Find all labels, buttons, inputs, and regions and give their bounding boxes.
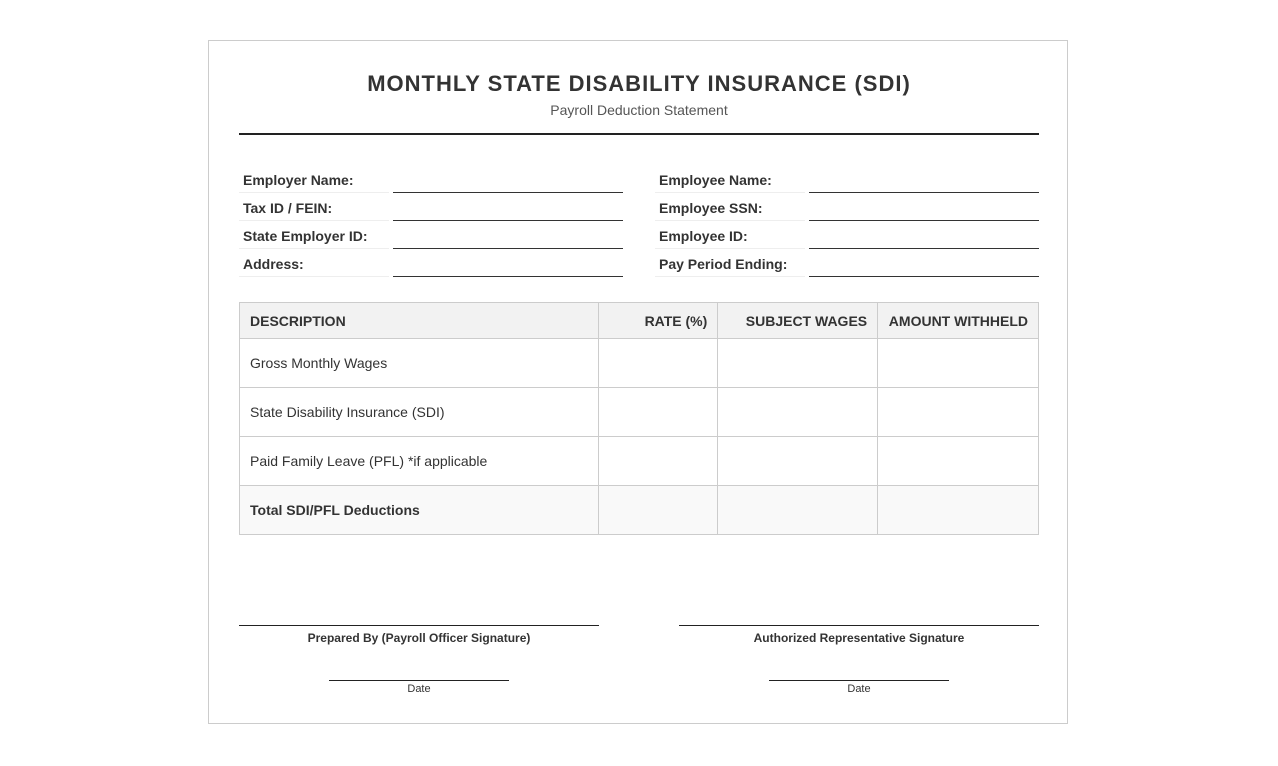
column-header-rate: RATE (%): [599, 303, 718, 339]
authorized-date-block: [769, 680, 949, 695]
preparer-signature-line[interactable]: [239, 625, 599, 626]
field-label: Employer Name:: [243, 172, 354, 188]
authorized-signature-line[interactable]: [679, 625, 1039, 626]
form-title: MONTHLY STATE DISABILITY INSURANCE (SDI): [367, 71, 911, 96]
divider: [655, 276, 805, 277]
amount-withheld-cell[interactable]: [878, 388, 1039, 437]
authorized-date-line[interactable]: [769, 680, 949, 681]
preparer-date-block: [329, 680, 509, 695]
table-total-row: [240, 486, 1039, 535]
field-address: [239, 249, 623, 277]
preparer-signature-label: Prepared By (Payroll Officer Signature): [307, 631, 531, 645]
amount-withheld-cell[interactable]: [878, 339, 1039, 388]
rate-cell[interactable]: [599, 437, 718, 486]
total-amount-withheld-cell[interactable]: [878, 486, 1039, 535]
rate-cell[interactable]: [599, 339, 718, 388]
total-description: Total SDI/PFL Deductions: [240, 486, 599, 535]
column-header-subject-wages: SUBJECT WAGES: [718, 303, 878, 339]
field-label: Pay Period Ending:: [659, 256, 788, 272]
employee-fields: [655, 165, 1039, 277]
header-divider: [239, 133, 1039, 135]
field-label: State Employer ID:: [243, 228, 368, 244]
authorized-signature-block: [679, 625, 1039, 645]
employer-fields: [239, 165, 623, 277]
amount-withheld-cell[interactable]: [878, 437, 1039, 486]
row-description: Gross Monthly Wages: [240, 339, 599, 388]
divider: [239, 276, 389, 277]
table-row: [240, 388, 1039, 437]
field-employee-name: [655, 165, 1039, 193]
field-label: Tax ID / FEIN:: [243, 200, 333, 216]
field-employer-name: [239, 165, 623, 193]
rate-cell[interactable]: [599, 388, 718, 437]
field-state-employer-id: [239, 221, 623, 249]
authorized-signature-label: Authorized Representative Signature: [753, 631, 965, 645]
row-description: Paid Family Leave (PFL) *if applicable: [240, 437, 599, 486]
deductions-table: [239, 302, 1039, 535]
column-header-description: DESCRIPTION: [240, 303, 599, 339]
form-subtitle: Payroll Deduction Statement: [550, 102, 728, 118]
subject-wages-cell[interactable]: [718, 437, 878, 486]
preparer-date-line[interactable]: [329, 680, 509, 681]
field-label: Employee Name:: [659, 172, 772, 188]
subject-wages-cell[interactable]: [718, 339, 878, 388]
field-tax-id: [239, 193, 623, 221]
date-label: Date: [407, 683, 431, 695]
column-header-amount-withheld: AMOUNT WITHHELD: [878, 303, 1039, 339]
field-label: Address:: [243, 256, 304, 272]
preparer-signature-block: [239, 625, 599, 645]
field-pay-period-ending: [655, 249, 1039, 277]
table-row: [240, 437, 1039, 486]
row-description: State Disability Insurance (SDI): [240, 388, 599, 437]
date-label: Date: [847, 683, 871, 695]
table-header-row: [240, 303, 1039, 339]
address-input-line[interactable]: [393, 276, 623, 277]
deduction-statement-form: [208, 40, 1068, 724]
field-label: Employee ID:: [659, 228, 748, 244]
total-subject-wages-cell[interactable]: [718, 486, 878, 535]
table-row: [240, 339, 1039, 388]
pay-period-ending-input-line[interactable]: [809, 276, 1039, 277]
field-employee-id: [655, 221, 1039, 249]
field-label: Employee SSN:: [659, 200, 763, 216]
total-rate-cell[interactable]: [599, 486, 718, 535]
field-employee-ssn: [655, 193, 1039, 221]
subject-wages-cell[interactable]: [718, 388, 878, 437]
